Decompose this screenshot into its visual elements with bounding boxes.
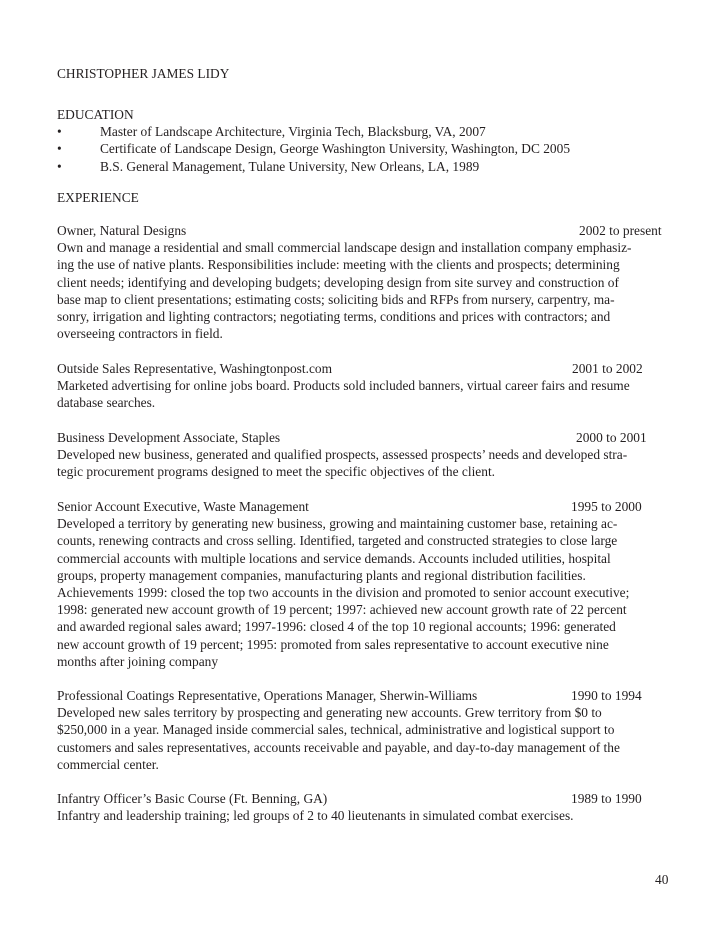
job-description-line: sonry, irrigation and lighting contractors; negotiating terms, conditions and prices with contractors; and xyxy=(57,308,611,324)
job-title: Business Development Associate, Staples xyxy=(57,430,281,445)
job-years: 2002 to present xyxy=(579,223,662,238)
job-title: Outside Sales Representative, Washingtonpost.com xyxy=(57,361,332,376)
job-entry xyxy=(57,498,677,670)
education-item-text: B.S. General Management, Tulane University, New Orleans, LA, 1989 xyxy=(100,158,480,174)
job-title: Senior Account Executive, Waste Management xyxy=(57,499,309,514)
job-years: 1995 to 2000 xyxy=(571,499,642,514)
bullet-icon: • xyxy=(57,158,62,174)
education-item xyxy=(57,123,677,140)
job-description-line: Achievements 1999: closed the top two accounts in the division and promoted to senior account executive; xyxy=(57,584,630,600)
job-years: 2000 to 2001 xyxy=(576,430,647,445)
job-entry xyxy=(57,790,677,824)
job-description-line: commercial accounts with multiple locations and service demands. Accounts included utilities, hospital xyxy=(57,550,611,566)
resume-name xyxy=(57,65,677,82)
job-description-line: counts, renewing contracts and cross selling. Identified, targeted and constructed strategies to close large xyxy=(57,533,618,549)
experience-heading-block xyxy=(57,189,677,206)
job-description-line: Marketed advertising for online jobs board. Products sold included banners, virtual career fairs and resume xyxy=(57,378,630,394)
job-header xyxy=(57,498,677,515)
job-header xyxy=(57,429,677,446)
job-description-line: database searches. xyxy=(57,395,156,411)
job-years: 1989 to 1990 xyxy=(571,791,642,806)
job-years: 2001 to 2002 xyxy=(572,361,643,376)
education-item-text: Certificate of Landscape Design, George Washington University, Washington, DC 2005 xyxy=(100,141,571,157)
job-description-line: and awarded regional sales award; 1997-1996: closed 4 of the top 10 regional accounts; 1996: generated xyxy=(57,619,616,635)
job-description-line: Developed a territory by generating new business, growing and maintaining customer base, retaining ac- xyxy=(57,516,618,532)
job-description-line: tegic procurement programs designed to meet the specific objectives of the client. xyxy=(57,464,496,480)
job-header xyxy=(57,360,677,377)
job-title: Professional Coatings Representative, Operations Manager, Sherwin-Williams xyxy=(57,688,478,703)
education-section xyxy=(57,106,677,175)
bullet-icon: • xyxy=(57,141,62,157)
education-item xyxy=(57,158,677,175)
job-description-line: new account growth of 19 percent; 1995: promoted from sales representative to account executive nine xyxy=(57,636,609,652)
job-entry xyxy=(57,429,677,481)
job-entry xyxy=(57,360,677,412)
education-item xyxy=(57,140,677,157)
job-title: Owner, Natural Designs xyxy=(57,223,187,238)
job-description-line: client needs; identifying and developing budgets; developing design from site survey and construction of xyxy=(57,274,619,290)
job-header xyxy=(57,790,677,807)
job-entry xyxy=(57,687,677,773)
job-description-line: base map to client presentations; estimating costs; soliciting bids and RFPs from nursery, carpentry, ma- xyxy=(57,291,615,307)
job-description-line: overseeing contractors in field. xyxy=(57,326,223,342)
job-title: Infantry Officer’s Basic Course (Ft. Benning, GA) xyxy=(57,791,328,806)
education-item-text: Master of Landscape Architecture, Virginia Tech, Blacksburg, VA, 2007 xyxy=(100,124,486,140)
job-entry xyxy=(57,222,677,342)
job-description-line: Developed new business, generated and qualified prospects, assessed prospects’ needs and developed stra- xyxy=(57,447,628,463)
education-heading: EDUCATION xyxy=(57,107,134,122)
job-description-line: 1998: generated new account growth of 19 percent; 1997: achieved new account growth rate of 22 percent xyxy=(57,602,627,618)
job-description-line: commercial center. xyxy=(57,756,159,772)
page-number: 40 xyxy=(655,872,669,887)
job-header xyxy=(57,687,677,704)
job-description-line: months after joining company xyxy=(57,653,219,669)
job-description-line: $250,000 in a year. Managed inside commercial sales, technical, administrative and logistical support to xyxy=(57,722,615,738)
job-description-line: Infantry and leadership training; led groups of 2 to 40 lieutenants in simulated combat exercises. xyxy=(57,808,574,824)
bullet-icon: • xyxy=(57,124,62,140)
job-description-line: ing the use of native plants. Responsibilities include: meeting with the clients and prospects; determining xyxy=(57,257,620,273)
job-description-line: customers and sales representatives, accounts receivable and payable, and day-to-day management of the xyxy=(57,739,620,755)
job-years: 1990 to 1994 xyxy=(571,688,642,703)
job-description-line: Developed new sales territory by prospecting and generating new accounts. Grew territory from $0 to xyxy=(57,705,602,721)
experience-heading: EXPERIENCE xyxy=(57,190,139,205)
name-text: CHRISTOPHER JAMES LIDY xyxy=(57,66,230,81)
job-description-line: Own and manage a residential and small commercial landscape design and installation company emphasiz- xyxy=(57,240,632,256)
job-description-line: groups, property management companies, manufacturing plants and regional distribution facilities. xyxy=(57,567,586,583)
job-header xyxy=(57,222,677,239)
